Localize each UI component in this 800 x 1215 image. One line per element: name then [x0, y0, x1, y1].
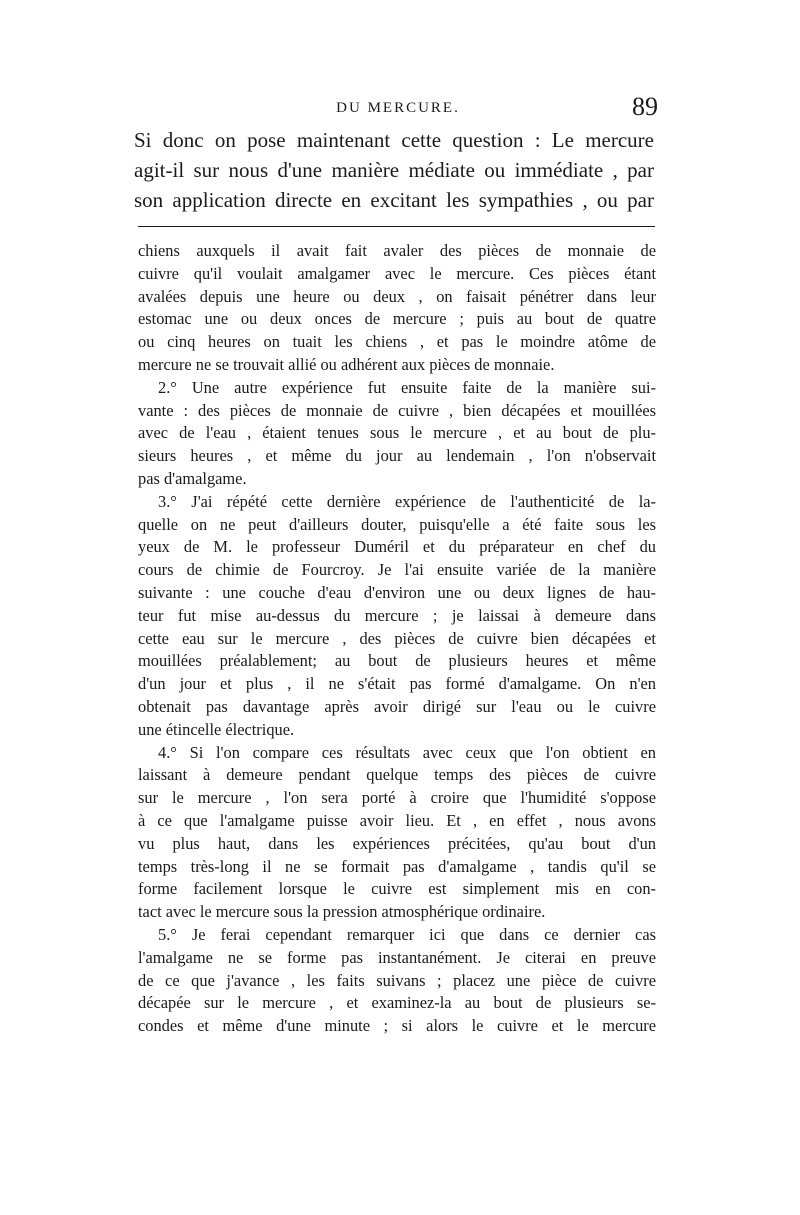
text-line: 4.° Si l'on compare ces résultats avec ceux que l'on obtient en [158, 742, 656, 762]
text-line: cours de chimie de Fourcroy. Je l'ai ensuite variée de la manière [138, 560, 656, 580]
text-line: l'amalgame ne se forme pas instantanément. Je citerai en preuve [138, 947, 656, 967]
footnote-text [138, 240, 656, 1038]
main-text-continuation [134, 125, 654, 215]
text-line: quelle on ne peut d'ailleurs douter, puisqu'elle a été faite sous les [138, 514, 656, 534]
text-line: agit-il sur nous d'une manière médiate ou immédiate , par [134, 158, 654, 182]
text-line: une étincelle électrique. [138, 719, 295, 739]
text-line: sieurs heures , et même du jour au lendemain , l'on n'observait [138, 446, 656, 466]
text-line: vu plus haut, dans les expériences précitées, qu'au bout d'un [138, 833, 656, 853]
text-line: ou cinq heures on tuait les chiens , et pas le moindre atôme de [138, 332, 656, 352]
text-line: forme facilement lorsque le cuivre est simplement mis en con- [138, 879, 656, 899]
text-line: vante : des pièces de monnaie de cuivre , bien décapées et mouillées [138, 400, 656, 420]
text-line: chiens auxquels il avait fait avaler des pièces de monnaie de [138, 241, 656, 260]
text-line: 5.° Je ferai cependant remarquer ici que dans ce dernier cas [158, 924, 656, 944]
text-line: mouillées préalablement; au bout de plusieurs heures et même [138, 651, 656, 671]
text-line: son application directe en excitant les sympathies , ou par [134, 188, 654, 212]
text-line: cette eau sur le mercure , des pièces de cuivre bien décapées et [138, 628, 656, 648]
text-line: cuivre qu'il voulait amalgamer avec le mercure. Ces pièces étant [138, 263, 656, 283]
text-line: 2.° Une autre expérience fut ensuite faite de la manière sui- [158, 377, 656, 397]
text-line: sur le mercure , l'on sera porté à croire que l'humidité s'oppose [138, 788, 656, 808]
text-line: pas d'amalgame. [138, 468, 247, 488]
running-head [138, 92, 658, 124]
text-line: suivante : une couche d'eau d'environ une ou deux lignes de hau- [138, 582, 656, 602]
text-line: mercure ne se trouvait allié ou adhérent aux pièces de monnaie. [138, 354, 555, 374]
text-line: avalées depuis une heure ou deux , on faisait pénétrer dans leur [138, 286, 656, 306]
text-line: estomac une ou deux onces de mercure ; puis au bout de quatre [138, 309, 656, 329]
text-line: décapée sur le mercure , et examinez-la au bout de plusieurs se- [138, 993, 656, 1013]
running-title: DU MERCURE. [336, 100, 460, 116]
page-number: 89 [632, 92, 658, 121]
text-line: tact avec le mercure sous la pression atmosphérique ordinaire. [138, 902, 546, 922]
footnote-separator-rule [138, 226, 655, 227]
text-line: à ce que l'amalgame puisse avoir lieu. Et , en effet , nous avons [138, 810, 656, 830]
text-line: temps très-long il ne se formait pas d'amalgame , tandis qu'il se [138, 856, 656, 876]
text-line: Si donc on pose maintenant cette question : Le mercure [134, 128, 654, 152]
text-line: 3.° J'ai répété cette dernière expérience de l'authenticité de la- [158, 491, 656, 511]
text-line: condes et même d'une minute ; si alors le cuivre et le mercure [138, 1016, 656, 1036]
text-line: teur fut mise au-dessus du mercure ; je laissai à demeure dans [138, 605, 656, 625]
text-line: d'un jour et plus , il ne s'était pas formé d'amalgame. On n'en [138, 674, 656, 694]
text-line: avec de l'eau , étaient tenues sous le mercure , et au bout de plu- [138, 423, 656, 443]
text-line: yeux de M. le professeur Duméril et du préparateur en chef du [138, 537, 656, 557]
text-line: de ce que j'avance , les faits suivans ; placez une pièce de cuivre [138, 970, 656, 990]
text-line: laissant à demeure pendant quelque temps des pièces de cuivre [138, 765, 656, 785]
text-line: obtenait pas davantage après avoir dirigé sur l'eau ou le cuivre [138, 696, 656, 716]
